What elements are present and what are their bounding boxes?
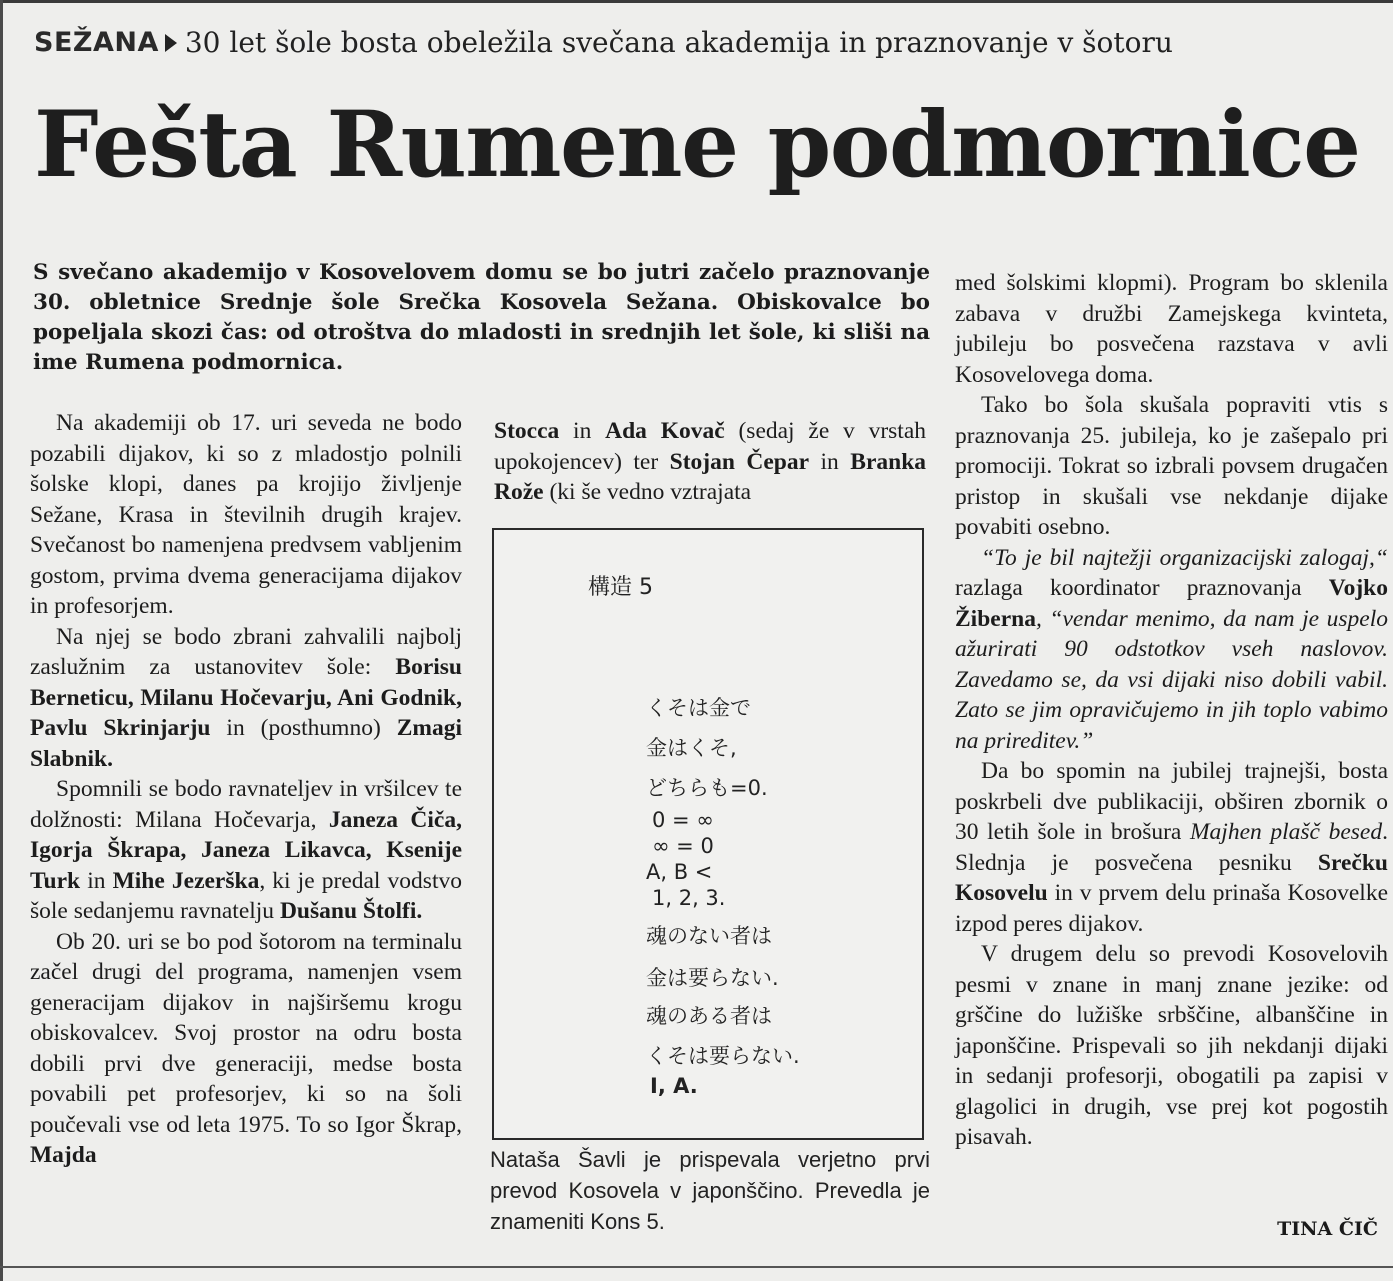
person-name: Zmagi Slabnik. (30, 715, 462, 772)
paragraph (30, 927, 462, 1171)
text-run: (ki še vedno vztrajata (543, 479, 752, 505)
poem-line: 魂のない者は (646, 924, 772, 948)
kicker-text: 30 let šole bosta obeležila svečana akademija in praznovanje v šotoru (184, 26, 1173, 59)
kicker-place: SEŽANA (34, 27, 159, 58)
paragraph (955, 756, 1388, 939)
poem-line: 1, 2, 3. (652, 886, 726, 910)
text-run: in v prvem delu prinaša Kosovelke izpod peres dijakov. (955, 880, 1388, 937)
quote: , “vendar menimo, da nam je uspelo ažurirati 90 odstotkov vseh naslovov. Zavedamo se, da vsi dijaki niso dobili vabil. Zato se jim opravičujemo in jih toplo vabimo na prireditev.” (955, 605, 1388, 754)
person-names: Janeza Čiča, Igorja Škrapa, Janeza Likavca, Ksenije Turk (30, 806, 462, 894)
text-run: Na njej se bodo zbrani zahvalili najbolj zaslužnim za ustanovitev šole: (30, 623, 462, 680)
person-name: Branka Rože (494, 448, 927, 505)
triangle-right-icon (165, 34, 177, 52)
poem-line: A, B < (646, 860, 713, 884)
paragraph: med šolskimi klopmi). Program bo sklenila zabava v družbi Zamejskega kvinteta, jubileju bo posvečena razstava v avli Kosovelovega doma. (955, 270, 1388, 388)
person-name: Dušanu Štolfi. (279, 898, 423, 924)
quote: “To je bil najtežji organizacijski zalogaj,“ (981, 544, 1388, 571)
byline: TINA ČIČ (1277, 1218, 1378, 1240)
person-name: Stojan Čepar (669, 448, 810, 475)
person-name: Vojko Žiberna (955, 575, 1388, 632)
paragraph (955, 543, 1388, 757)
poem-line: くそは金で (646, 696, 751, 720)
text-run: in (809, 448, 851, 475)
bottom-rule (0, 1266, 1393, 1268)
person-name: Srečku Kosovelu (955, 849, 1388, 906)
text-run: Da bo spomin na jubilej trajnejši, bosta poskrbeli dve publikaciji, obširen zbornik o 30 letih šole in brošura (955, 758, 1388, 845)
text-run: Spomnili se bodo ravnateljev in vršilcev te dolžnosti: Milana Hočevarja, (30, 776, 462, 833)
text-run: in (posthumno) (210, 715, 397, 741)
paragraph (30, 622, 462, 775)
article-column-1 (30, 408, 462, 1171)
text-run: in (80, 867, 113, 894)
person-name: Ada Kovač (605, 418, 725, 444)
publication-title: Majhen plašč besed (1189, 819, 1383, 845)
person-name: Majda (30, 1142, 97, 1168)
text-run: (sedaj že v vrstah upokojencev) ter (494, 418, 927, 475)
top-rule (0, 0, 1393, 3)
paragraph: Na akademiji ob 17. uri seveda ne bodo pozabili dijakov, ki so z mladostjo polnili šolske klopi, danes pa krojijo življenje Sežane, Krasa in številnih drugih krajev. Svečanost bo namenjena predvsem vabljenim gostom, prvima dvema generacijama dijakov in profesorjem. (30, 410, 462, 619)
person-name: Stocca (494, 418, 560, 444)
person-names: Borisu Berneticu, Milanu Hočevarju, Ani Godnik, Pavlu Skrinjarju (30, 654, 462, 741)
left-rule (0, 0, 3, 1281)
text-run: in (559, 418, 606, 444)
poem-line: くそは要らない. (646, 1044, 800, 1068)
poem-line: 金はくそ, (646, 736, 737, 760)
poem-signature: I, A. (650, 1074, 698, 1098)
figure-caption: Nataša Šavli je prispevala verjetno prvi prevod Kosovela v japonščino. Prevedla je znameniti Kons 5. (490, 1147, 930, 1234)
text-run: , ki je predal vodstvo šole sedanjemu ravnatelju (30, 867, 462, 924)
paragraph: V drugem delu so prevodi Kosovelovih pesmi v znane in manj znane jezike: od grščine do lužiške srbščine, albanščine in japonščine. Prispevali so jih nekdanji dijaki in sedanji profesorji, obogatili pa zapisi v glagolici in drugih, vse prej kot pogostih pisavah. (955, 941, 1388, 1150)
poem-line: ∞ = 0 (652, 834, 714, 858)
poem-line: どちらも=0. (646, 776, 768, 800)
poem-line: 0 = ∞ (652, 808, 714, 832)
kicker (34, 26, 1173, 66)
article-column-3 (955, 268, 1388, 1153)
paragraph (30, 774, 462, 927)
article-column-2 (494, 416, 926, 508)
poem-line: 魂のある者は (646, 1004, 772, 1028)
paragraph: Tako bo šola skušala popraviti vtis s praznovanja 25. jubileja, ko je zašepalo pri promociji. Tokrat so izbrali povsem drugačen pristop in skušali vse nekdanje dijake povabiti osebno. (955, 392, 1388, 540)
poem-title: 構造 5 (588, 575, 653, 600)
poem-line: 金は要らない. (646, 966, 779, 990)
text-run: razlaga koordinator praznovanja (955, 575, 1329, 601)
lead-paragraph: S svečano akademijo v Kosovelovem domu se bo jutri začelo praznovanje 30. obletnice Srednje šole Srečka Kosovela Sežana. Obiskovalce bo popeljala skozi čas: od otroštva do mladosti in srednjih let šole, ki sliši na ime Rumena podmornica. (33, 260, 930, 375)
text-run: . Slednja je posvečena pesniku (955, 819, 1388, 876)
poem-figure (492, 528, 924, 1140)
headline: Fešta Rumene podmornice (34, 92, 1360, 198)
text-run: Ob 20. uri se bo pod šotorom na terminalu začel drugi del programa, namenjen vsem generacijam dijakov in najširšemu krogu obiskovalcev. Svoj prostor na odru bosta dobili prvi dve generaciji, medse bosta povabili pet profesorjev, ki so na šoli poučevali vse od leta 1975. To so Igor Škrap, (30, 928, 462, 1138)
person-name: Mihe Jezerška (112, 867, 260, 894)
paragraph (494, 416, 926, 508)
